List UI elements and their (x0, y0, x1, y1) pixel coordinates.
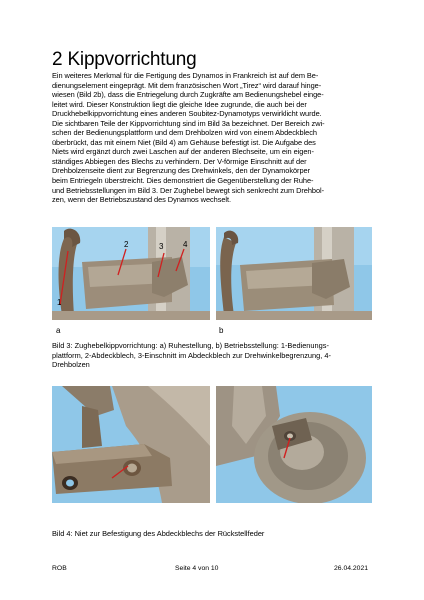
figure-3b-photo (216, 227, 372, 320)
figure-4-caption: Bild 4: Niet zur Befestigung des Abdeckblechs der Rückstellfeder (52, 529, 265, 538)
figure-3a-photo (52, 227, 210, 320)
figure-3-label-2: 2 (124, 240, 129, 249)
footer-author: ROB (52, 565, 67, 572)
figure-3b-label: b (219, 326, 224, 335)
figure-3a-label: a (56, 326, 61, 335)
body-paragraph: Ein weiteres Merkmal für die Fertigung des Dynamos in Frankreich ist auf dem Be- dienungselement eingeprägt. Mit dem französischen Wort „Tirez“ wird darauf hinge- wiesen (Bild 2b), dass die Entriegelung durch Zugkräfte am Bedienungshebel einge- leitet wird. Dieser Konstruktion liegt die gleiche Idee zugrunde, die auch bei der Druckhebelkippvorrichtung eines anderen Soubitez-Dynamotyps verwirklicht wurde. Die sichtbaren Teile der Kippvorrichtung sind im Bild 3a bezeichnet. Der Bereich zwi- schen der Bedienungsplattform und dem Drehbolzen wird von einem Abdeckblech überbrückt, das mit einem Niet (Bild 4) am Gehäuse befestigt ist. Die Aufgabe des Niets wird ergänzt durch zwei Laschen auf der anderen Blechseite, um ein eigen- ständiges Abbiegen des Blechs zu verhindern. Der V-förmige Einschnitt auf der Drehbolzenseite dient zur Begrenzung des Drehwinkels, den der Dynamokörper beim Entriegeln überstreicht. Dies demonstriert die Gegenüberstellung der Ruhe- und Betriebsstellungen im Bild 3. Der Zughebel bewegt sich senkrecht zum Drehbol- zen, wenn der Betriebszustand des Dynamos wechselt. (52, 71, 325, 205)
figure-4-left-photo (52, 386, 210, 503)
figure-3-label-1: 1 (57, 298, 62, 307)
section-heading: 2 Kippvorrichtung (52, 49, 197, 70)
figure-3-label-4: 4 (183, 240, 188, 249)
footer-date: 26.04.2021 (334, 565, 369, 572)
figure-3-label-3: 3 (159, 242, 164, 251)
footer-page-number: Seite 4 von 10 (175, 565, 219, 572)
figure-4-right-photo (216, 386, 372, 503)
figure-3-caption: Bild 3: Zughebelkippvorrichtung: a) Ruhestellung, b) Betriebsstellung: 1-Bedienungs- plattform, 2-Abdeckblech, 3-Einschnitt im Abdeckblech zur Drehwinkelbegrenzung, 4- Drehbolzen (52, 341, 331, 369)
